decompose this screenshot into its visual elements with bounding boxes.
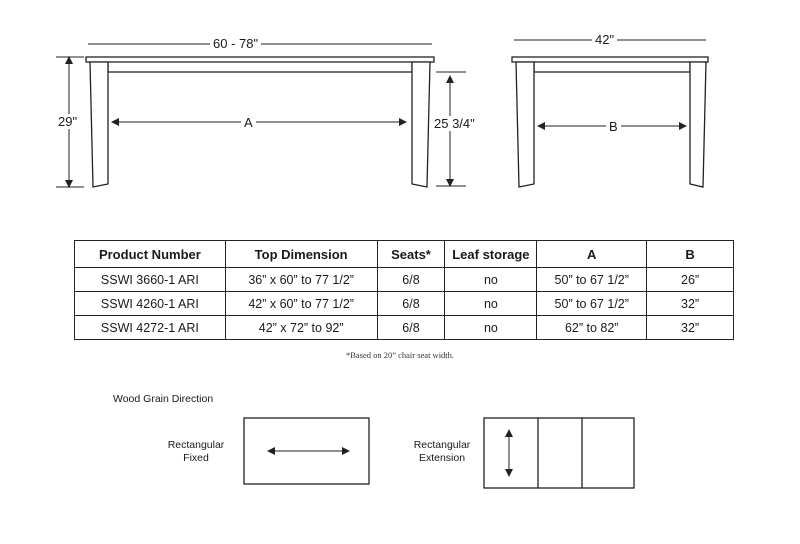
cell-b: 32”: [647, 316, 734, 340]
side-view-drawing: [512, 40, 708, 187]
cell-a: 62” to 82”: [537, 316, 647, 340]
cell-leaf-storage: no: [445, 268, 537, 292]
cell-product-number: SSWI 3660-1 ARI: [75, 268, 226, 292]
cell-a: 50” to 67 1/2”: [537, 292, 647, 316]
table-header-row: [75, 241, 734, 268]
cell-top-dimension: 36” x 60” to 77 1/2”: [225, 268, 377, 292]
cell-leaf-storage: no: [445, 316, 537, 340]
product-spec-table: [74, 240, 734, 340]
grain-extension-line2: Extension: [418, 452, 466, 464]
header-product-number: Product Number: [75, 241, 226, 268]
grain-fixed-line2: Fixed: [183, 452, 209, 464]
leg-height-label: 25 3/4": [434, 116, 475, 131]
footnote: *Based on 20” chair seat width.: [345, 350, 455, 360]
grain-fixed-label: [160, 439, 232, 465]
cell-seats: 6/8: [377, 268, 445, 292]
cell-seats: 6/8: [377, 292, 445, 316]
front-view-drawing: [56, 44, 466, 187]
header-b: B: [647, 241, 734, 268]
table-row: [75, 292, 734, 316]
grain-extension-label: [404, 439, 480, 465]
side-width-label: 42": [592, 32, 617, 47]
front-width-label: 60 - 78": [210, 36, 261, 51]
grain-extension-line1: Rectangular: [413, 439, 471, 451]
grain-title: Wood Grain Direction: [113, 393, 214, 405]
cell-b: 32”: [647, 292, 734, 316]
cell-a: 50” to 67 1/2”: [537, 268, 647, 292]
grain-fixed-drawing: [244, 418, 369, 484]
cell-seats: 6/8: [377, 316, 445, 340]
cell-top-dimension: 42” x 60” to 77 1/2”: [225, 292, 377, 316]
cell-b: 26”: [647, 268, 734, 292]
table-row: [75, 268, 734, 292]
apron-a-label: A: [241, 115, 256, 130]
cell-product-number: SSWI 4260-1 ARI: [75, 292, 226, 316]
cell-product-number: SSWI 4272-1 ARI: [75, 316, 226, 340]
grain-fixed-line1: Rectangular: [167, 439, 225, 451]
grain-extension-drawing: [484, 418, 634, 488]
cell-top-dimension: 42” x 72” to 92”: [225, 316, 377, 340]
front-height-label: 29": [58, 114, 78, 129]
apron-b-label: B: [606, 119, 621, 134]
header-a: A: [537, 241, 647, 268]
header-seats: Seats*: [377, 241, 445, 268]
header-leaf-storage: Leaf storage: [445, 241, 537, 268]
table-row: [75, 316, 734, 340]
header-top-dimension: Top Dimension: [225, 241, 377, 268]
cell-leaf-storage: no: [445, 292, 537, 316]
